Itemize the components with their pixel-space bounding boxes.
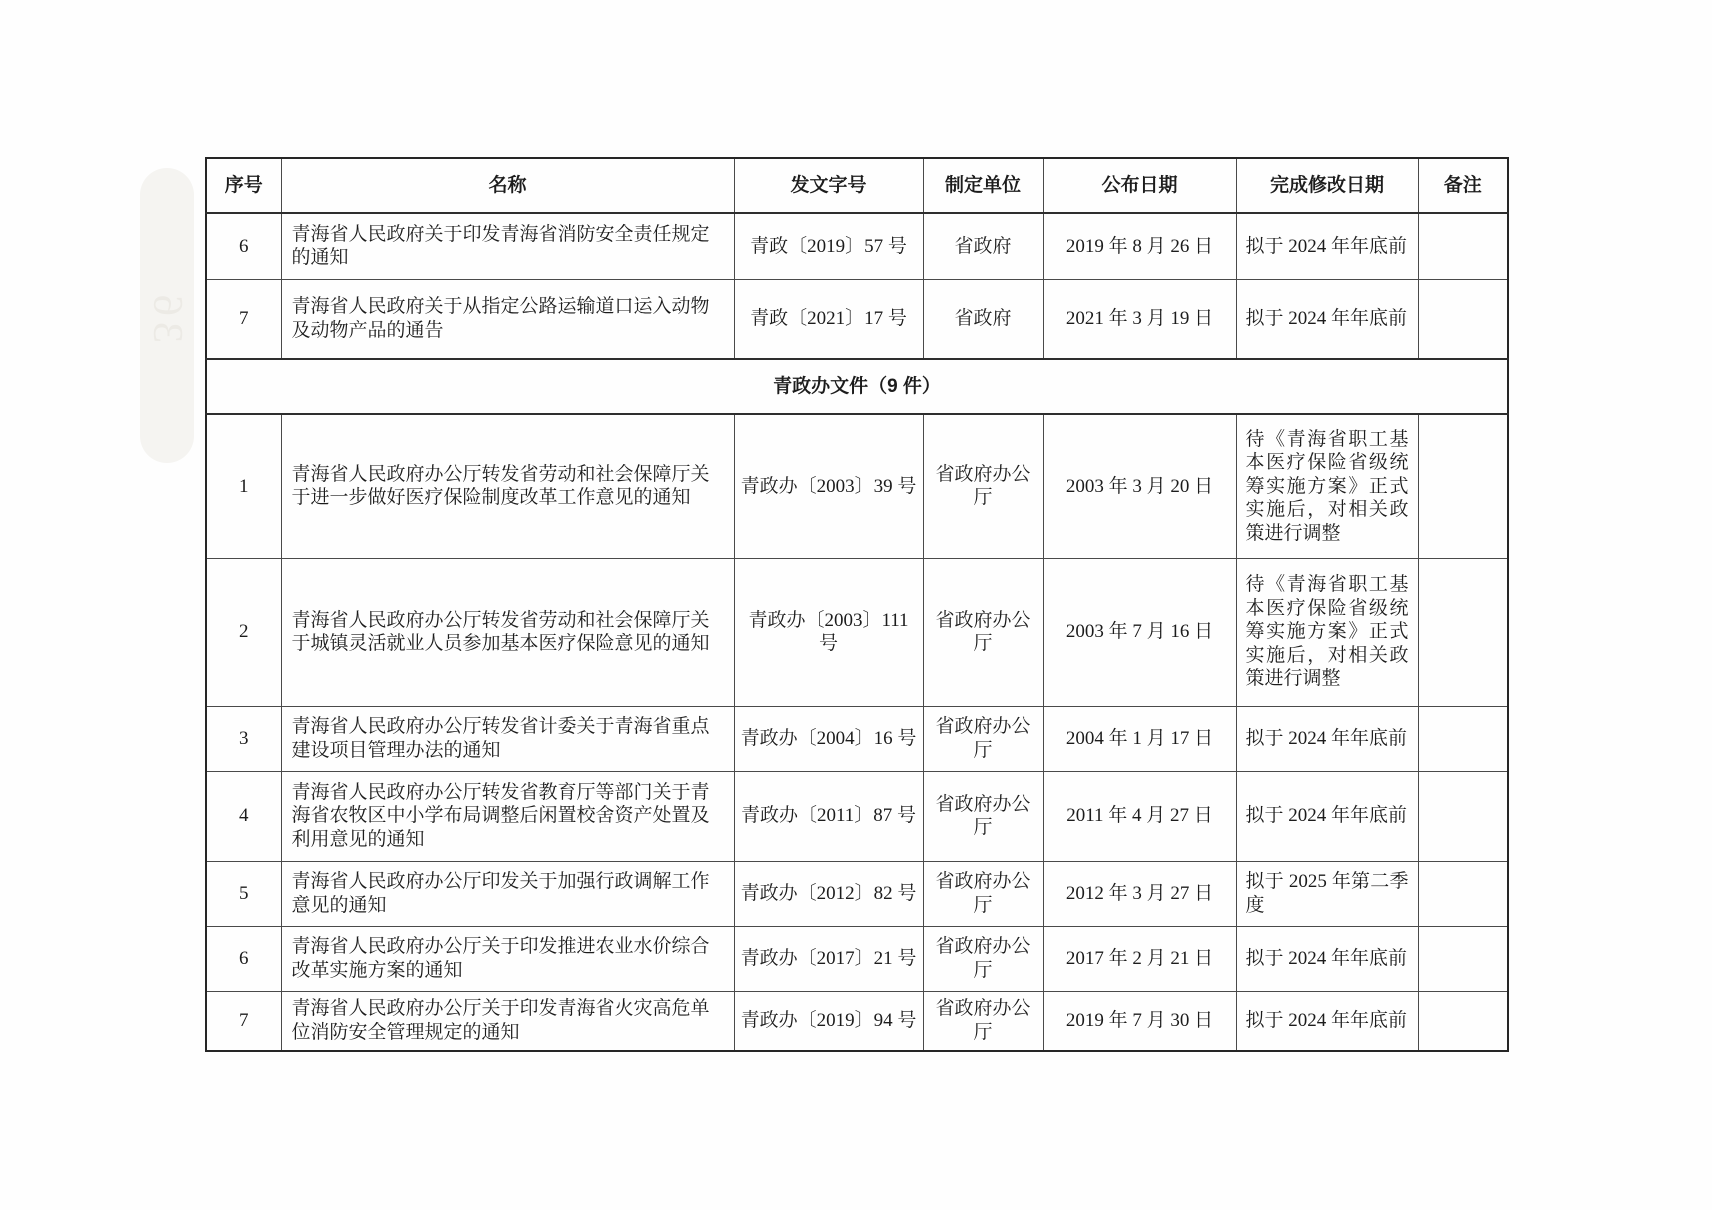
cell-remark: [1418, 991, 1508, 1051]
section-title: 青政办文件（9 件）: [206, 359, 1508, 414]
cell-revision: 拟于 2025 年第二季度: [1236, 861, 1418, 926]
cell-remark: [1418, 861, 1508, 926]
cell-remark: [1418, 706, 1508, 771]
table-row: [206, 991, 1508, 1051]
cell-unit: 省政府办公厅: [923, 558, 1043, 706]
column-header: 名称: [281, 158, 734, 213]
cell-revision: 拟于 2024 年年底前: [1236, 279, 1418, 359]
cell-revision: 拟于 2024 年年底前: [1236, 771, 1418, 861]
cell-pub-date: 2003 年 7 月 16 日: [1043, 558, 1236, 706]
cell-unit: 省政府: [923, 279, 1043, 359]
cell-unit: 省政府办公厅: [923, 926, 1043, 991]
cell-pub-date: 2021 年 3 月 19 日: [1043, 279, 1236, 359]
cell-unit: 省政府办公厅: [923, 414, 1043, 558]
cell-no: 1: [206, 414, 281, 558]
cell-revision: 待《青海省职工基本医疗保险省级统筹实施方案》正式实施后，对相关政策进行调整: [1236, 414, 1418, 558]
column-header: 完成修改日期: [1236, 158, 1418, 213]
cell-no: 7: [206, 991, 281, 1051]
column-header: 备注: [1418, 158, 1508, 213]
cell-doc-no: 青政办〔2011〕87 号: [734, 771, 923, 861]
table-body: [206, 213, 1508, 1051]
cell-remark: [1418, 414, 1508, 558]
cell-remark: [1418, 213, 1508, 279]
table-row: [206, 558, 1508, 706]
table-row: [206, 771, 1508, 861]
cell-doc-no: 青政〔2021〕17 号: [734, 279, 923, 359]
cell-name: 青海省人民政府办公厅关于印发青海省火灾高危单位消防安全管理规定的通知: [281, 991, 734, 1051]
cell-unit: 省政府办公厅: [923, 771, 1043, 861]
table-row: [206, 279, 1508, 359]
table-row: [206, 926, 1508, 991]
cell-unit: 省政府办公厅: [923, 706, 1043, 771]
cell-name: 青海省人民政府办公厅转发省计委关于青海省重点建设项目管理办法的通知: [281, 706, 734, 771]
cell-no: 5: [206, 861, 281, 926]
cell-pub-date: 2017 年 2 月 21 日: [1043, 926, 1236, 991]
document-table: [205, 157, 1509, 1052]
cell-revision: 拟于 2024 年年底前: [1236, 706, 1418, 771]
cell-name: 青海省人民政府关于从指定公路运输道口运入动物及动物产品的通告: [281, 279, 734, 359]
table-row: [206, 213, 1508, 279]
column-header: 公布日期: [1043, 158, 1236, 213]
cell-no: 6: [206, 213, 281, 279]
cell-pub-date: 2011 年 4 月 27 日: [1043, 771, 1236, 861]
column-header: 制定单位: [923, 158, 1043, 213]
table-row: [206, 861, 1508, 926]
cell-name: 青海省人民政府办公厅关于印发推进农业水价综合改革实施方案的通知: [281, 926, 734, 991]
cell-name: 青海省人民政府关于印发青海省消防安全责任规定的通知: [281, 213, 734, 279]
column-header: 序号: [206, 158, 281, 213]
scan-artifact: [140, 168, 194, 463]
cell-name: 青海省人民政府办公厅转发省劳动和社会保障厅关于城镇灵活就业人员参加基本医疗保险意见的通知: [281, 558, 734, 706]
cell-name: 青海省人民政府办公厅印发关于加强行政调解工作意见的通知: [281, 861, 734, 926]
column-header: 发文字号: [734, 158, 923, 213]
section-header-row: [206, 359, 1508, 414]
cell-remark: [1418, 771, 1508, 861]
cell-doc-no: 青政办〔2004〕16 号: [734, 706, 923, 771]
cell-name: 青海省人民政府办公厅转发省教育厅等部门关于青海省农牧区中小学布局调整后闲置校舍资产处置及利用意见的通知: [281, 771, 734, 861]
cell-no: 7: [206, 279, 281, 359]
cell-revision: 拟于 2024 年年底前: [1236, 213, 1418, 279]
cell-name: 青海省人民政府办公厅转发省劳动和社会保障厅关于进一步做好医疗保险制度改革工作意见的通知: [281, 414, 734, 558]
cell-unit: 省政府: [923, 213, 1043, 279]
cell-no: 3: [206, 706, 281, 771]
table-header-row: [206, 158, 1508, 213]
cell-pub-date: 2012 年 3 月 27 日: [1043, 861, 1236, 926]
cell-no: 6: [206, 926, 281, 991]
cell-no: 4: [206, 771, 281, 861]
cell-pub-date: 2019 年 8 月 26 日: [1043, 213, 1236, 279]
cell-remark: [1418, 279, 1508, 359]
cell-doc-no: 青政〔2019〕57 号: [734, 213, 923, 279]
cell-revision: 待《青海省职工基本医疗保险省级统筹实施方案》正式实施后，对相关政策进行调整: [1236, 558, 1418, 706]
cell-doc-no: 青政办〔2003〕111 号: [734, 558, 923, 706]
cell-doc-no: 青政办〔2017〕21 号: [734, 926, 923, 991]
cell-revision: 拟于 2024 年年底前: [1236, 991, 1418, 1051]
cell-unit: 省政府办公厅: [923, 861, 1043, 926]
cell-doc-no: 青政办〔2019〕94 号: [734, 991, 923, 1051]
cell-remark: [1418, 926, 1508, 991]
cell-unit: 省政府办公厅: [923, 991, 1043, 1051]
cell-revision: 拟于 2024 年年底前: [1236, 926, 1418, 991]
table-row: [206, 706, 1508, 771]
cell-doc-no: 青政办〔2012〕82 号: [734, 861, 923, 926]
table-row: [206, 414, 1508, 558]
cell-remark: [1418, 558, 1508, 706]
cell-doc-no: 青政办〔2003〕39 号: [734, 414, 923, 558]
cell-pub-date: 2004 年 1 月 17 日: [1043, 706, 1236, 771]
cell-no: 2: [206, 558, 281, 706]
cell-pub-date: 2003 年 3 月 20 日: [1043, 414, 1236, 558]
scan-artifact-ghost-text: 36: [144, 288, 190, 343]
cell-pub-date: 2019 年 7 月 30 日: [1043, 991, 1236, 1051]
